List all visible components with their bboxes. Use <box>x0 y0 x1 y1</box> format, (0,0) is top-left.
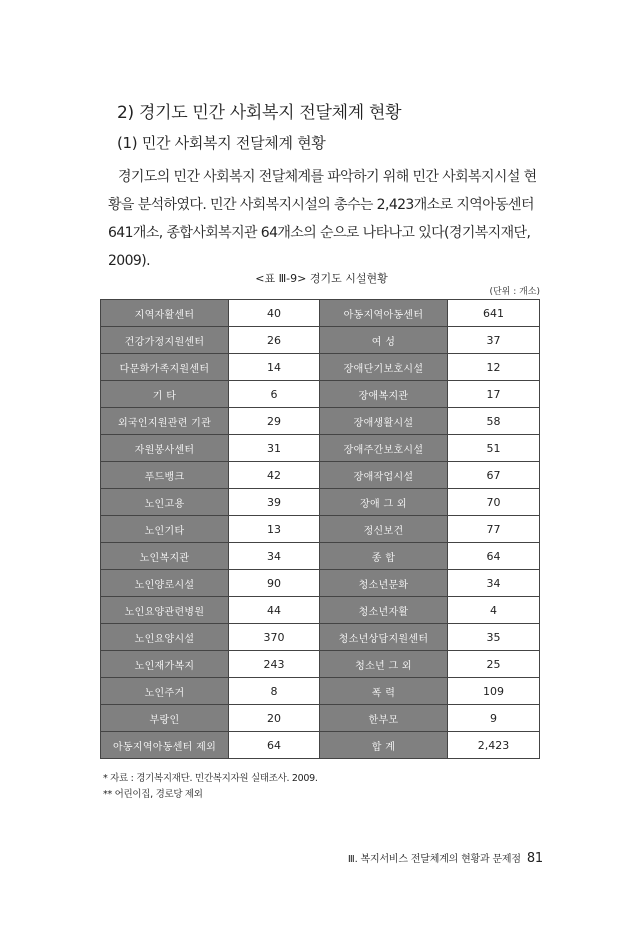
facility-count-cell: 34 <box>229 543 320 570</box>
facility-count-cell: 37 <box>448 327 540 354</box>
facility-count-cell: 64 <box>229 732 320 759</box>
facility-count-cell: 70 <box>448 489 540 516</box>
table-unit: (단위 : 개소) <box>489 287 540 297</box>
table-row <box>101 489 540 516</box>
facility-name-cell: 폭 력 <box>320 678 448 705</box>
table-row <box>101 435 540 462</box>
facility-name-cell: 청소년문화 <box>320 570 448 597</box>
facility-name-cell: 장애단기보호시설 <box>320 354 448 381</box>
table-row <box>101 408 540 435</box>
facility-count-cell: 34 <box>448 570 540 597</box>
table-row <box>101 651 540 678</box>
table-row <box>101 381 540 408</box>
facility-name-cell: 장애 그 외 <box>320 489 448 516</box>
facility-name-cell: 아동지역아동센터 <box>320 300 448 327</box>
facility-count-cell: 17 <box>448 381 540 408</box>
table-row <box>101 543 540 570</box>
facility-name-cell: 노인요양관련병원 <box>101 597 229 624</box>
table-row <box>101 516 540 543</box>
facility-count-cell: 90 <box>229 570 320 597</box>
facility-name-cell: 장애주간보호시설 <box>320 435 448 462</box>
facility-count-cell: 29 <box>229 408 320 435</box>
table-row <box>101 732 540 759</box>
facility-table <box>100 299 540 759</box>
table-row <box>101 462 540 489</box>
body-paragraph-container <box>108 163 548 275</box>
facility-count-cell: 2,423 <box>448 732 540 759</box>
footnotes <box>103 771 318 803</box>
facility-count-cell: 58 <box>448 408 540 435</box>
facility-name-cell: 장애생활시설 <box>320 408 448 435</box>
table-row <box>101 624 540 651</box>
table-row <box>101 705 540 732</box>
facility-count-cell: 9 <box>448 705 540 732</box>
facility-name-cell: 다문화가족지원센터 <box>101 354 229 381</box>
facility-count-cell: 51 <box>448 435 540 462</box>
facility-count-cell: 20 <box>229 705 320 732</box>
facility-name-cell: 노인양로시설 <box>101 570 229 597</box>
facility-count-cell: 39 <box>229 489 320 516</box>
facility-name-cell: 자원봉사센터 <box>101 435 229 462</box>
facility-name-cell: 청소년 그 외 <box>320 651 448 678</box>
facility-count-cell: 12 <box>448 354 540 381</box>
facility-count-cell: 641 <box>448 300 540 327</box>
footnote-source: * 자료 : 경기복지재단. 민간복지자원 실태조사. 2009. <box>103 773 318 784</box>
footnote-exclusion: ** 어린이집, 경로당 제외 <box>103 789 203 800</box>
facility-count-cell: 6 <box>229 381 320 408</box>
section-heading: 2) 경기도 민간 사회복지 전달체계 현황 <box>117 103 402 123</box>
table-row <box>101 327 540 354</box>
facility-count-cell: 13 <box>229 516 320 543</box>
facility-name-cell: 노인고용 <box>101 489 229 516</box>
facility-count-cell: 31 <box>229 435 320 462</box>
facility-count-cell: 8 <box>229 678 320 705</box>
facility-name-cell: 청소년자활 <box>320 597 448 624</box>
facility-count-cell: 109 <box>448 678 540 705</box>
facility-name-cell: 장애작업시설 <box>320 462 448 489</box>
facility-name-cell: 노인주거 <box>101 678 229 705</box>
facility-count-cell: 25 <box>448 651 540 678</box>
table-row <box>101 678 540 705</box>
facility-count-cell: 40 <box>229 300 320 327</box>
subsection-heading: (1) 민간 사회복지 전달체계 현황 <box>117 134 326 152</box>
page-number: 81 <box>526 851 543 866</box>
table-row <box>101 300 540 327</box>
facility-count-cell: 26 <box>229 327 320 354</box>
table-row <box>101 570 540 597</box>
table-row <box>101 354 540 381</box>
facility-name-cell: 기 타 <box>101 381 229 408</box>
facility-name-cell: 한부모 <box>320 705 448 732</box>
facility-name-cell: 장애복지관 <box>320 381 448 408</box>
facility-count-cell: 42 <box>229 462 320 489</box>
facility-name-cell: 청소년상담지원센터 <box>320 624 448 651</box>
facility-name-cell: 푸드뱅크 <box>101 462 229 489</box>
facility-name-cell: 노인재가복지 <box>101 651 229 678</box>
facility-name-cell: 노인복지관 <box>101 543 229 570</box>
table-caption: <표 Ⅲ-9> 경기도 시설현황 <box>255 272 388 285</box>
facility-count-cell: 370 <box>229 624 320 651</box>
facility-count-cell: 67 <box>448 462 540 489</box>
facility-name-cell: 외국인지원관련 기관 <box>101 408 229 435</box>
facility-count-cell: 64 <box>448 543 540 570</box>
facility-name-cell: 종 합 <box>320 543 448 570</box>
page-footer <box>348 850 543 866</box>
facility-name-cell: 부랑인 <box>101 705 229 732</box>
body-paragraph: 경기도의 민간 사회복지 전달체계를 파악하기 위해 민간 사회복지시설 현황을 분석하였다. 민간 사회복지시설의 총수는 2,423개소로 지역아동센터 641개소, 종합사회복지관 64개소의 순으로 나타나고 있다(경기복지재단, 2009). <box>108 169 537 269</box>
facility-name-cell: 합 계 <box>320 732 448 759</box>
table-row <box>101 597 540 624</box>
facility-name-cell: 여 성 <box>320 327 448 354</box>
facility-name-cell: 정신보건 <box>320 516 448 543</box>
facility-name-cell: 아동지역아동센터 제외 <box>101 732 229 759</box>
facility-count-cell: 77 <box>448 516 540 543</box>
facility-count-cell: 44 <box>229 597 320 624</box>
facility-count-cell: 14 <box>229 354 320 381</box>
facility-name-cell: 노인요양시설 <box>101 624 229 651</box>
facility-count-cell: 4 <box>448 597 540 624</box>
facility-name-cell: 노인기타 <box>101 516 229 543</box>
facility-name-cell: 지역자활센터 <box>101 300 229 327</box>
facility-count-cell: 35 <box>448 624 540 651</box>
facility-count-cell: 243 <box>229 651 320 678</box>
facility-name-cell: 건강가정지원센터 <box>101 327 229 354</box>
footer-chapter-title: Ⅲ. 복지서비스 전달체계의 현황과 문제점 <box>347 854 521 865</box>
